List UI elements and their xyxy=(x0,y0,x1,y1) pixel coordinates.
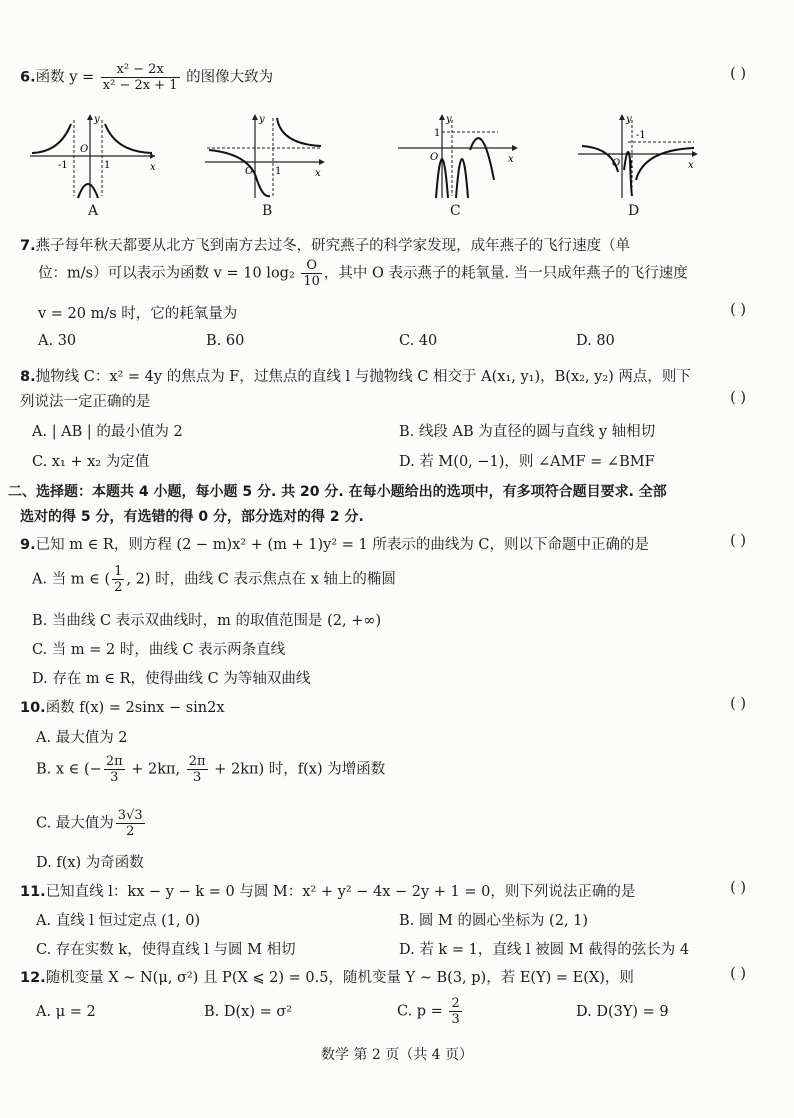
label-o: O xyxy=(80,144,89,155)
label-y: y xyxy=(259,114,265,125)
q6-graph-b xyxy=(205,110,330,200)
y-axis-arrow xyxy=(439,114,445,120)
graph-label-b: B xyxy=(262,203,273,219)
curve-middle xyxy=(624,152,635,196)
y-axis-arrow xyxy=(252,114,258,120)
x-axis-arrow xyxy=(512,145,518,151)
curve-right xyxy=(277,118,321,146)
q10-option-d: D. f(x) 为奇函数 xyxy=(36,855,144,871)
q8-answer-paren: ( ) xyxy=(730,390,746,406)
q6-graph-a xyxy=(30,110,160,200)
label-y: y xyxy=(94,114,100,125)
page-footer: 数学 第 2 页（共 4 页） xyxy=(320,1047,474,1063)
q11-option-c: C. 存在实数 k，使得直线 l 与圆 M 相切 xyxy=(36,942,296,958)
q7-option-b: B. 60 xyxy=(206,333,245,349)
q12-stem: 12.随机变量 X ∼ N(μ, σ²) 且 P(X ⩽ 2) = 0.5，随机变量 Y ∼ B(3, p)，若 E(Y) = E(X)，则 xyxy=(20,970,634,986)
curve-3 xyxy=(470,138,494,180)
q12-opt-c-fraction: $\frac{2}{3}$ xyxy=(451,996,460,1027)
q12-option-c: C. p = $\frac{2}{3}$ xyxy=(397,996,460,1027)
q11-stem: 11.已知直线 l：kx − y − k = 0 与圆 M：x² + y² − 4x − 2y + 1 = 0，则下列说法正确的是 xyxy=(20,884,636,900)
curve-middle xyxy=(78,184,98,198)
q10-answer-paren: ( ) xyxy=(730,696,746,712)
curve-right xyxy=(105,124,152,153)
q12-option-b: B. D(x) = σ² xyxy=(204,1004,293,1020)
label-o: O xyxy=(245,166,254,177)
q9-option-a: A. 当 m ∈ ( $\frac{1}{2}$ , 2) 时，曲线 C 表示焦点在 x 轴上的椭圆 xyxy=(32,564,396,595)
q6-graph-d xyxy=(578,110,703,200)
label-o: O xyxy=(430,152,439,163)
q6-fraction: $\frac{\text{x² − 2x}}{\text{x² − 2x + 1}}$ xyxy=(102,62,178,93)
q9-option-d: D. 存在 m ∈ R，使得曲线 C 为等轴双曲线 xyxy=(32,671,311,687)
q11-answer-paren: ( ) xyxy=(730,880,746,896)
q8-option-d: D. 若 M(0, −1)，则 ∠AMF = ∠BMF xyxy=(399,454,655,470)
q7-line1: 7.燕子每年秋天都要从北方飞到南方去过冬，研究燕子的科学家发现，成年燕子的飞行速度（单 xyxy=(20,238,631,254)
section-2-instructions: 选对的得 5 分，有选错的得 0 分，部分选对的得 2 分. xyxy=(20,509,364,525)
q10-opt-b-fraction-2: $\frac{2\pi}{3}$ xyxy=(188,754,206,785)
label-x: x xyxy=(688,160,694,171)
q7-line2: 位：m/s）可以表示为函数 v = 10 log₂ $\frac{O}{10}$ ，其中 O 表示燕子的耗氧量. 当一只成年燕子的飞行速度 xyxy=(38,258,688,289)
q8-option-a: A. | AB | 的最小值为 2 xyxy=(32,424,183,440)
label-y: y xyxy=(626,114,632,125)
label-one: 1 xyxy=(275,166,282,177)
label-neg-one: -1 xyxy=(636,130,646,141)
q9-option-c: C. 当 m = 2 时，曲线 C 表示两条直线 xyxy=(32,642,286,658)
curve-left xyxy=(209,150,270,196)
q6-answer-paren: ( ) xyxy=(730,66,746,82)
graph-label-d: D xyxy=(628,203,640,219)
x-axis-arrow xyxy=(692,151,698,157)
label-o: O xyxy=(612,158,621,169)
q8-line1: 8.抛物线 C：x² = 4y 的焦点为 F，过焦点的直线 l 与抛物线 C 相交于 A(x₁, y₁)，B(x₂, y₂) 两点，则下 xyxy=(20,369,691,385)
q10-option-a: A. 最大值为 2 xyxy=(36,730,128,746)
section-2-heading: 二、选择题：本题共 4 小题，每小题 5 分. 共 20 分. 在每小题给出的选项中，有多项符合题目要求. 全部 xyxy=(8,484,667,500)
curve-left xyxy=(32,124,71,153)
q9-option-b: B. 当曲线 C 表示双曲线时，m 的取值范围是 (2, +∞) xyxy=(32,613,382,629)
y-axis-arrow xyxy=(87,114,93,120)
q8-line2: 列说法一定正确的是 xyxy=(20,394,151,410)
q9-opt-a-fraction: $\frac{1}{2}$ xyxy=(114,564,123,595)
q7-option-c: C. 40 xyxy=(399,333,438,349)
curve-2 xyxy=(456,159,468,198)
label-x: x xyxy=(508,154,514,165)
q7-fraction: $\frac{O}{10}$ xyxy=(303,258,320,289)
label-x: x xyxy=(150,162,156,173)
q9-stem: 9.已知 m ∈ R，则方程 (2 − m)x² + (m + 1)y² = 1 所表示的曲线为 C，则以下命题中正确的是 xyxy=(20,537,650,553)
q12-option-d: D. D(3Y) = 9 xyxy=(576,1004,669,1020)
q10-stem: 10.函数 f(x) = 2sinx − sin2x xyxy=(20,700,225,716)
q11-option-b: B. 圆 M 的圆心坐标为 (2, 1) xyxy=(399,913,589,929)
q7-line3: v = 20 m/s 时，它的耗氧量为 xyxy=(38,306,238,322)
q10-opt-c-fraction: $\frac{3√3}{2}$ xyxy=(117,808,143,839)
q10-opt-b-fraction-1: $\frac{2\pi}{3}$ xyxy=(105,754,123,785)
q8-option-c: C. x₁ + x₂ 为定值 xyxy=(32,454,150,470)
q12-option-a: A. μ = 2 xyxy=(36,1004,96,1020)
label-one: 1 xyxy=(434,128,441,139)
label-one: 1 xyxy=(628,160,635,171)
q11-option-d: D. 若 k = 1，直线 l 被圆 M 截得的弦长为 4 xyxy=(399,942,690,958)
q6-stem: 6.函数 y = $\frac{\text{x² − 2x}}{\text{x² − 2x + 1}}$ 的图像大致为 xyxy=(20,62,274,93)
q8-option-b: B. 线段 AB 为直径的圆与直线 y 轴相切 xyxy=(399,424,656,440)
label-y: y xyxy=(446,114,452,125)
y-axis-arrow xyxy=(619,114,625,120)
q10-option-b: B. x ∈ (− $\frac{2\pi}{3}$ + 2kπ, $\frac{2\pi}{3}$ + 2kπ) 时，f(x) 为增函数 xyxy=(36,754,386,785)
q6-graph-c xyxy=(398,110,523,200)
q11-option-a: A. 直线 l 恒过定点 (1, 0) xyxy=(36,913,201,929)
q7-option-a: A. 30 xyxy=(38,333,77,349)
q10-option-c: C. 最大值为 $\frac{3√3}{2}$ xyxy=(36,808,143,839)
q7-answer-paren: ( ) xyxy=(730,302,746,318)
curve-right xyxy=(636,148,694,180)
q12-answer-paren: ( ) xyxy=(730,966,746,982)
graph-label-a: A xyxy=(88,203,99,219)
graph-label-c: C xyxy=(450,203,461,219)
label-one: 1 xyxy=(104,160,111,171)
q7-option-d: D. 80 xyxy=(576,333,615,349)
label-x: x xyxy=(315,168,321,179)
label-neg-one: -1 xyxy=(58,160,68,171)
x-axis-arrow xyxy=(319,159,325,165)
q9-answer-paren: ( ) xyxy=(730,533,746,549)
